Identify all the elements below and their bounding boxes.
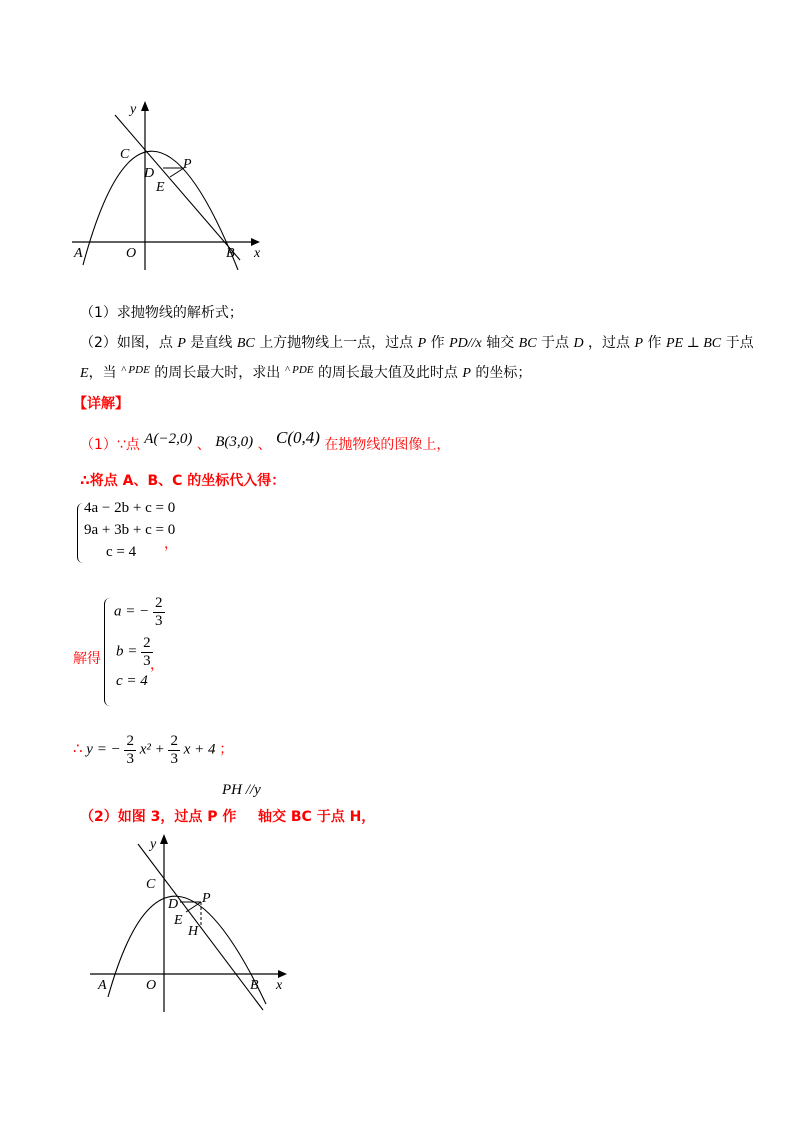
solution-b: b = $\frac{2}{3}$ [116,635,151,669]
equation-1: 4a − 2b + c = 0 [84,500,176,516]
solution-heading: 【详解】 [73,396,129,412]
fig1-label-y: y [130,102,137,117]
solution-1-substitute: ∴将点 A、B、C 的坐标代入得： [80,473,286,489]
result-expression: ∴ y = − $\frac{2}{3}$ x² + $\frac{2}{3}$ x + 4 ； [73,733,234,767]
fig3-label-x: x [276,978,283,993]
fig1-label-c: C [120,147,130,162]
solve-label: 解得 [73,651,101,667]
fig1-label-x: x [254,246,261,261]
fig3-label-e: E [174,913,183,928]
question-1 [80,302,243,322]
solution-2-tail: 轴交 BC 于点 H， [258,809,376,825]
fig3-label-d: D [168,897,179,912]
question-2-line-2: E，当 $^{\^{} PDE}$ 的周长最大时，求出 $^{\^{} PDE}$ 的周长最大值及此时点 P 的坐标； [80,364,532,381]
figure-1 [70,95,280,270]
equation-comma: ， [164,536,178,552]
q1-number: （1） [80,305,117,321]
question-2-line-1: （2）如图，点 P 是直线 BC 上方抛物线上一点，过点 P 作 PD//x 轴交 BC 于点 D ，过点 P 作 PE ⊥ BC 于点 [80,335,754,351]
solution-comma: ， [150,657,164,673]
fig1-label-a: A [74,246,83,261]
fig3-label-b: B [250,978,259,993]
solution-2-line: （2）如图 3，过点 P 作 [80,809,237,825]
fig1-label-e: E [156,180,165,195]
fig1-label-d: D [144,166,155,181]
fig3-label-p: P [202,891,211,906]
fig1-label-b: B [226,246,235,261]
figure-3 [88,832,303,1022]
solution-c: c = 4 [116,673,148,689]
fig3-label-h: H [188,924,199,939]
equation-3: c = 4 [106,544,137,560]
equation-2: 9a + 3b + c = 0 [84,522,176,538]
fig3-label-c: C [146,877,156,892]
solution-2-ph: PH //y [222,782,261,798]
q1-text: 求抛物线的解析式； [116,305,243,321]
solution-a: a = − $\frac{2}{3}$ [114,595,163,629]
solution-1-line: （1）∵点 A(−2,0) 、 B(3,0) 、 C(0,4) 在抛物线的图像上， [80,428,451,453]
fig3-label-o: O [146,978,157,993]
solution-brace [104,598,111,706]
fig3-label-a: A [98,978,107,993]
fig1-label-p: P [183,157,192,172]
fig3-label-y: y [150,837,157,852]
equation-brace [77,503,84,563]
fig1-label-o: O [126,246,137,261]
